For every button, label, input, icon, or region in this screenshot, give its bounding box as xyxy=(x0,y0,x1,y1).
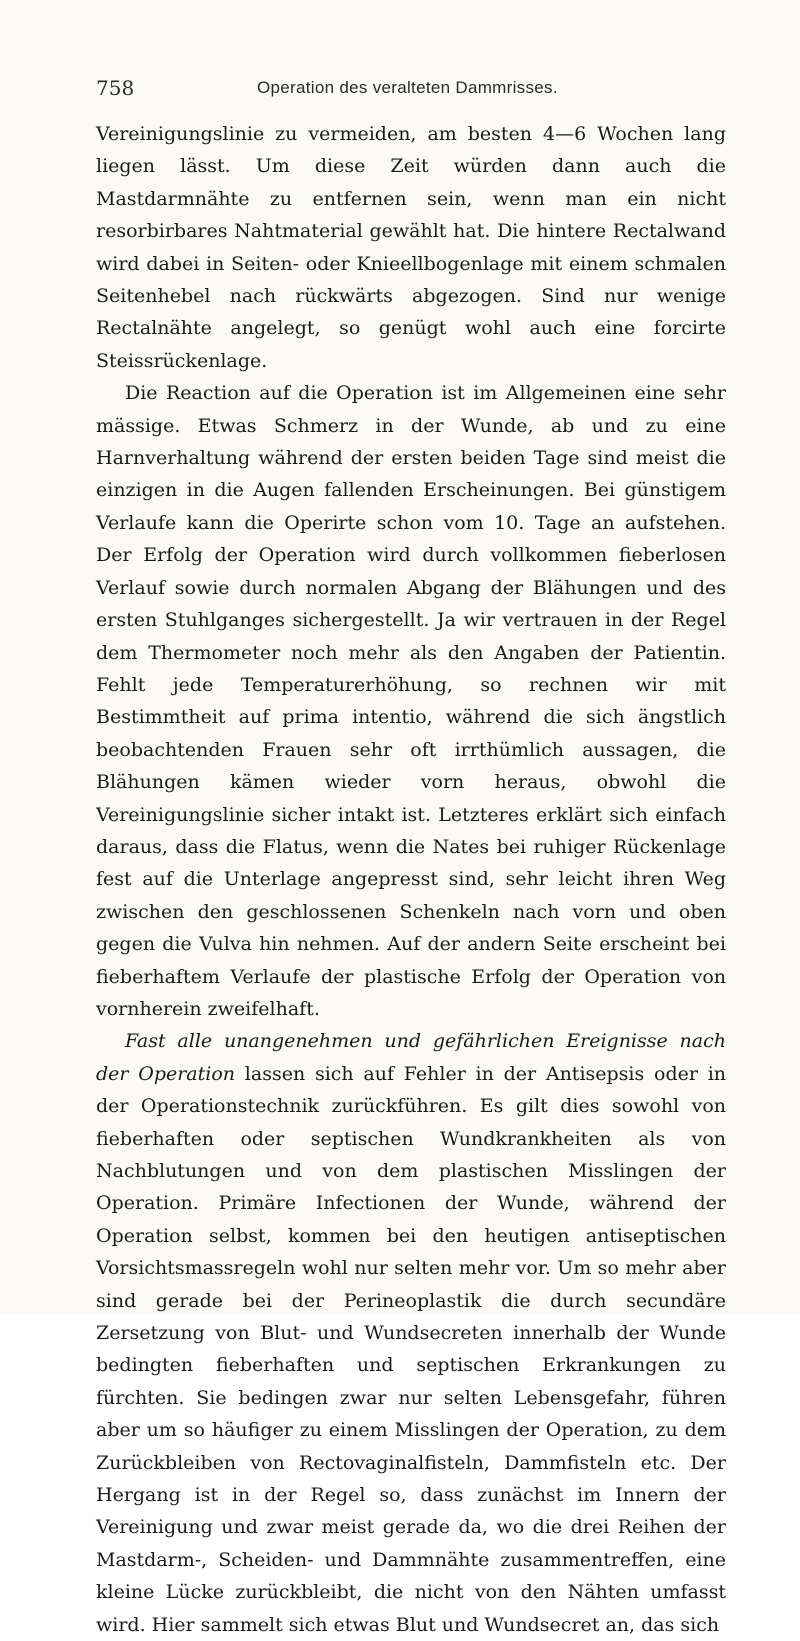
body-text xyxy=(96,118,726,1641)
running-title: Operation des veralteten Dammrisses. xyxy=(257,78,558,97)
page-number: 758 xyxy=(96,76,135,100)
paragraph-complications-text: lassen sich auf Fehler in der Antisepsis oder in der Operationstechnik zurückführen. Es gilt dies sowohl von fieberhaften oder septischen Wundkrankheiten als von Nachblutungen und von dem plastischen Misslingen der Operation. Primäre Infectionen der Wunde, während der Operation selbst, kommen bei den heutigen antiseptischen Vorsichtsmassregeln wohl nur selten mehr vor. Um so mehr aber sind gerade bei der Perineoplastik die durch secundäre Zersetzung von Blut- und Wundsecreten innerhalb der Wunde bedingten fieberhaften und septischen Erkrankungen zu fürchten. Sie bedingen zwar nur selten Lebensgefahr, führen aber um so häufiger zu einem Misslingen der Operation, zu dem Zurückbleiben von Rectovaginalfisteln, Dammfisteln etc. Der Hergang ist in der Regel so, dass zunächst im Innern der Vereinigung und zwar meist gerade da, wo die drei Reihen der Mastdarm-, Scheiden- und Dammnähte zusammentreffen, eine kleine Lücke zurückbleibt, die nicht von den Nähten umfasst wird. Hier sammelt sich etwas Blut und Wundsecret an, das sich xyxy=(96,1062,727,1636)
paragraph-continuation: Vereinigungslinie zu vermeiden, am besten 4—6 Wochen lang liegen lässt. Um diese Zeit würden dann auch die Mastdarmnähte zu entfernen sein, wenn man ein nicht resorbirbares Nahtmaterial gewählt hat. Die hintere Rectalwand wird dabei in Seiten- oder Knieellbogenlage mit einem schmalen Seitenhebel nach rückwärts abgezogen. Sind nur wenige Rectalnähte angelegt, so genügt wohl auch eine forcirte Steissrückenlage. xyxy=(96,123,726,372)
paragraph-reaction: Die Reaction auf die Operation ist im Allgemeinen eine sehr mässige. Etwas Schmerz in der Wunde, ab und zu eine Harnverhaltung während der ersten beiden Tage sind meist die einzigen in die Augen fallenden Erscheinungen. Bei günstigem Verlaufe kann die Operirte schon vom 10. Tage an aufstehen. Der Erfolg der Operation wird durch vollkommen fieberlosen Verlauf sowie durch normalen Abgang der Blähungen und des ersten Stuhlganges sichergestellt. Ja wir vertrauen in der Regel dem Thermometer noch mehr als den Angaben der Patientin. Fehlt jede Temperaturerhöhung, so rechnen wir mit Bestimmtheit auf prima intentio, während die sich ängstlich beobachtenden Frauen sehr oft irrthümlich aussagen, die Blähungen kämen wieder vorn heraus, obwohl die Vereinigungslinie sicher intakt ist. Letzteres erklärt sich einfach daraus, dass die Flatus, wenn die Nates bei ruhiger Rückenlage fest auf die Unterlage angepresst sind, sehr leicht ihren Weg zwischen den geschlossenen Schenkeln nach vorn und oben gegen die Vulva hin nehmen. Auf der andern Seite erscheint bei fieberhaftem Verlaufe der plastische Erfolg der Operation von vornherein zweifelhaft. xyxy=(96,382,726,1020)
running-header xyxy=(96,76,716,100)
paragraph-complications xyxy=(96,1025,726,1641)
emphasized-phrase: Fast alle unangenehmen und gefährlichen Ereignisse nach der Operation xyxy=(96,1030,726,1085)
